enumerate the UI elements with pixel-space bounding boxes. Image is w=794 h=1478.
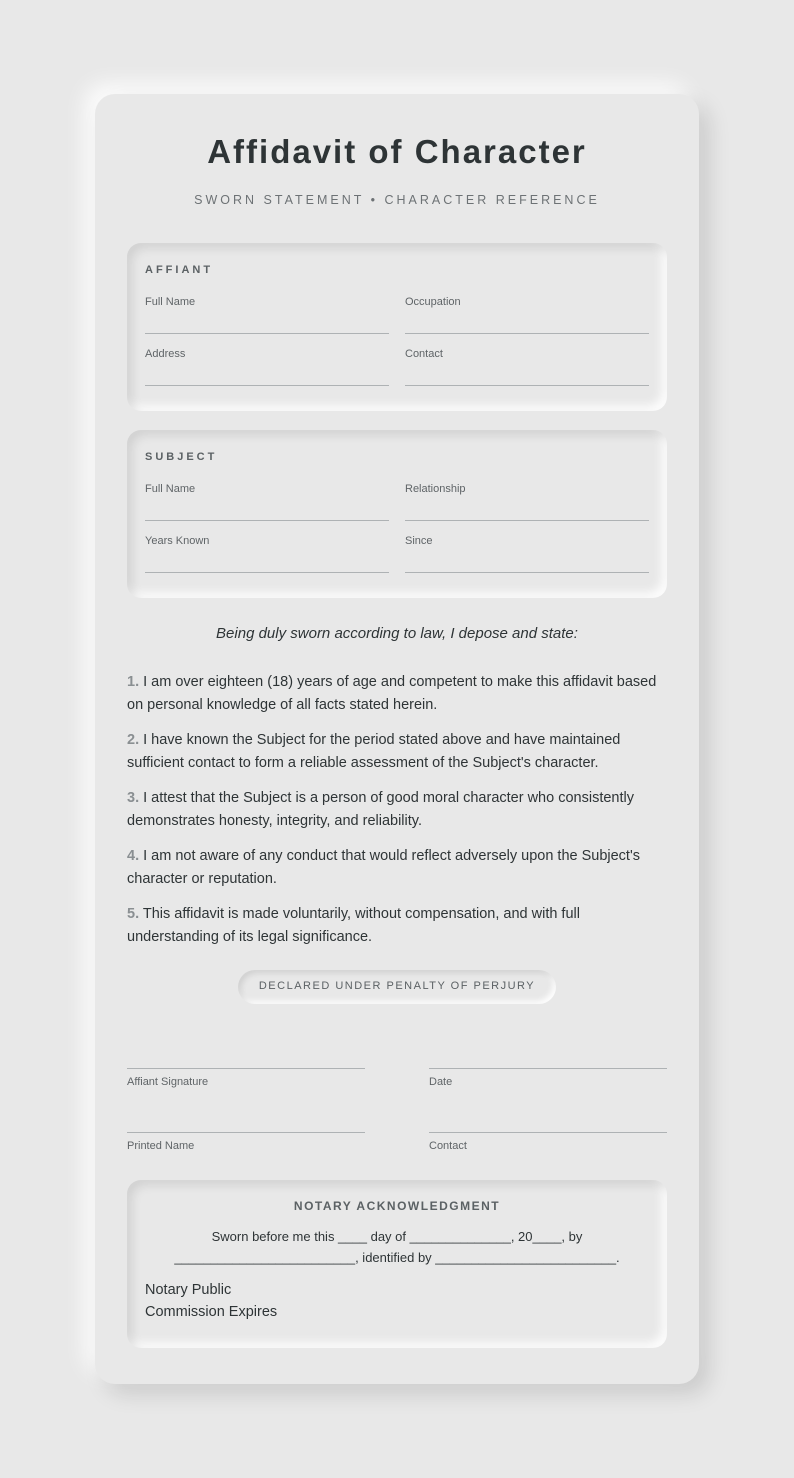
signature-block [127, 1035, 667, 1153]
contact-line[interactable] [429, 1089, 667, 1133]
date-line[interactable] [429, 1035, 667, 1069]
clause-item [127, 903, 667, 949]
subject-since-field[interactable] [405, 534, 649, 573]
declaration-wrap [127, 970, 667, 1004]
affiant-occupation-line[interactable] [405, 320, 649, 334]
subject-relationship-field[interactable] [405, 482, 649, 521]
field-label: Contact [405, 348, 443, 360]
clause-item [127, 671, 667, 717]
clause-text: This affidavit is made voluntarily, without compensation, and with full understanding of its legal significance. [127, 906, 580, 945]
field-label: Address [145, 348, 186, 360]
affiant-contact-field[interactable] [405, 347, 649, 386]
affiant-address-field[interactable] [145, 347, 389, 386]
clause-list [127, 671, 667, 949]
field-label: Years Known [145, 535, 210, 547]
printed-name-label: Printed Name [127, 1140, 195, 1152]
affiant-full-name-field[interactable] [145, 295, 389, 334]
field-label: Full Name [145, 296, 196, 308]
printed-name-line[interactable] [127, 1089, 365, 1133]
clause-text: I am not aware of any conduct that would reflect adversely upon the Subject's character or reputation. [127, 848, 640, 887]
field-label: Occupation [405, 296, 461, 308]
subject-years-known-line[interactable] [145, 559, 389, 573]
clause-text: I attest that the Subject is a person of good moral character who consistently demonstrates honesty, integrity, and reliability. [127, 790, 634, 829]
date-field[interactable] [429, 1035, 667, 1089]
subject-years-known-field[interactable] [145, 534, 389, 573]
notary-heading: NOTARY ACKNOWLEDGMENT [293, 1199, 501, 1213]
clause-item [127, 845, 667, 891]
notary-public-label: Notary Public [145, 1282, 232, 1298]
document-subtitle: SWORN STATEMENT • CHARACTER REFERENCE [194, 193, 600, 207]
clause-item [127, 787, 667, 833]
signature-line[interactable] [127, 1035, 365, 1069]
affiant-address-line[interactable] [145, 372, 389, 386]
clause-text: I have known the Subject for the period stated above and have maintained sufficient contact to form a reliable assessment of the Subject's character. [127, 732, 621, 771]
clause-number: 5. [127, 906, 140, 922]
affiant-full-name-line[interactable] [145, 320, 389, 334]
clause-item [127, 729, 667, 775]
affiant-signature-field[interactable] [127, 1035, 365, 1089]
clause-number: 3. [127, 790, 140, 806]
subject-full-name-field[interactable] [145, 482, 389, 521]
affiant-heading: AFFIANT [145, 264, 214, 276]
subject-relationship-line[interactable] [405, 507, 649, 521]
subject-section [127, 430, 667, 598]
sworn-intro: Being duly sworn according to law, I depose and state: [216, 625, 578, 642]
affiant-section [127, 243, 667, 411]
printed-name-field[interactable] [127, 1089, 365, 1153]
contact-field[interactable] [429, 1089, 667, 1153]
affiant-occupation-field[interactable] [405, 295, 649, 334]
subject-full-name-line[interactable] [145, 507, 389, 521]
date-label: Date [429, 1076, 453, 1088]
clause-number: 1. [127, 674, 140, 690]
field-label: Relationship [405, 483, 466, 495]
commission-expires-label: Commission Expires [145, 1304, 278, 1320]
notary-section [127, 1180, 667, 1348]
subject-heading: SUBJECT [145, 451, 218, 463]
affidavit-card [95, 94, 699, 1384]
field-label: Full Name [145, 483, 196, 495]
notary-statement: Sworn before me this ____ day of ______________, 20____, by _________________________, identified by _________________________. [174, 1229, 620, 1265]
clause-number: 2. [127, 732, 140, 748]
field-label: Since [405, 535, 433, 547]
document-title: Affidavit of Character [207, 133, 587, 170]
signature-label: Affiant Signature [127, 1076, 209, 1088]
clause-text: I am over eighteen (18) years of age and competent to make this affidavit based on personal knowledge of all facts stated herein. [127, 674, 657, 713]
contact-label: Contact [429, 1140, 467, 1152]
affiant-contact-line[interactable] [405, 372, 649, 386]
perjury-declaration-badge: DECLARED UNDER PENALTY OF PERJURY [238, 970, 556, 1004]
clause-number: 4. [127, 848, 140, 864]
subject-since-line[interactable] [405, 559, 649, 573]
